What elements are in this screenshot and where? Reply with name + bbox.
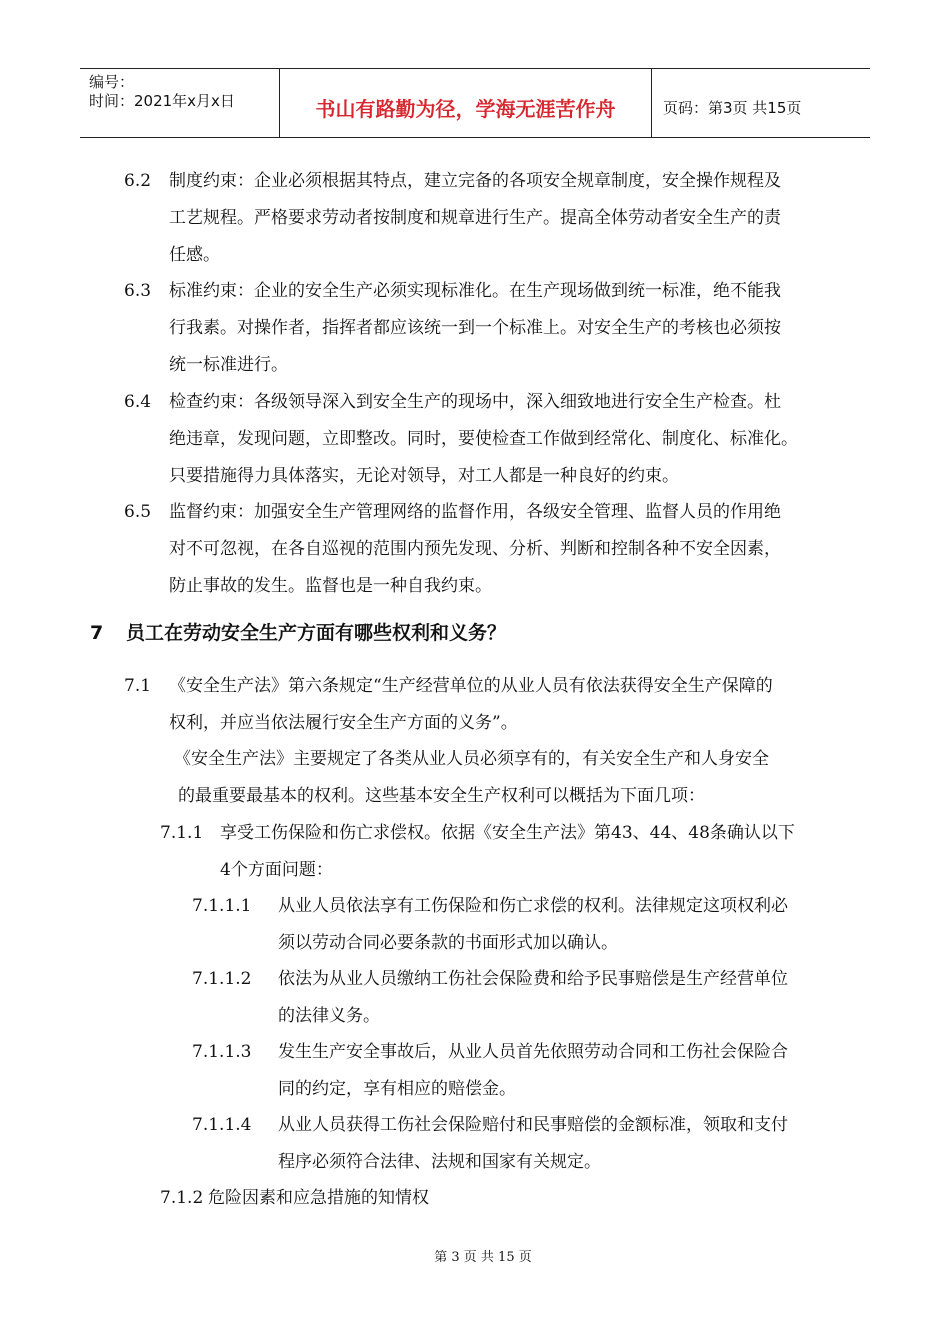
para-line: 的法律义务。 [278,1006,380,1026]
para-line: 只要措施得力具体落实，无论对领导，对工人都是一种良好的约束。 [169,466,679,486]
para-line: 的最重要最基本的权利。这些基本安全生产权利可以概括为下面几项： [178,786,705,806]
section-7-1-1-1 [192,888,788,962]
para-line: 享受工伤保险和伤亡求偿权。依据《安全生产法》第43、44、48条确认以下 [220,823,795,843]
section-7-heading [90,618,506,645]
para-line: 《安全生产法》主要规定了各类从业人员必须享有的，有关安全生产和人身安全 [174,749,769,769]
header-number-label: 编号： [89,73,135,91]
heading-title: 员工在劳动安全生产方面有哪些权利和义务？ [126,622,507,644]
section-number: 7.1.1.4 [192,1115,252,1135]
section-7-1-2 [160,1180,429,1217]
heading-number: 7 [90,622,104,644]
para-line: 从业人员获得工伤社会保险赔付和民事赔偿的金额标准，领取和支付 [278,1115,788,1135]
section-6-4 [124,384,798,495]
section-6-3 [124,273,781,384]
para-line: 4个方面问题： [220,860,333,880]
section-number: 7.1.1.2 [192,969,252,989]
para-line: 统一标准进行。 [169,355,288,375]
para-line: 权利，并应当依法履行安全生产方面的义务”。 [169,713,518,733]
para-line: 程序必须符合法律、法规和国家有关规定。 [278,1152,601,1172]
para-line: 制度约束：企业必须根据其特点，建立完备的各项安全规章制度，安全操作规程及 [169,171,781,191]
header-motto: 书山有路勤为径，学海无涯苦作舟 [280,69,652,137]
section-number: 7.1.1.3 [192,1042,252,1062]
section-6-5 [124,494,781,605]
para-line: 绝违章，发现问题，立即整改。同时，要使检查工作做到经常化、制度化、标准化。 [169,429,798,449]
para-line: 危险因素和应急措施的知情权 [208,1188,429,1208]
section-7-1-paragraph [174,741,769,815]
section-7-1 [124,668,773,742]
para-line: 依法为从业人员缴纳工伤社会保险费和给予民事赔偿是生产经营单位 [278,969,788,989]
header-page-info: 页码：第3页 共15页 [663,98,802,117]
section-number: 7.1.1 [160,823,204,843]
para-line: 防止事故的发生。监督也是一种自我约束。 [169,576,492,596]
section-number: 6.3 [124,281,152,301]
section-number: 7.1 [124,676,152,696]
section-7-1-1-2 [192,961,788,1035]
section-number: 7.1.1.1 [192,896,252,916]
section-7-1-1-4 [192,1107,788,1181]
section-number: 6.2 [124,171,152,191]
para-line: 发生生产安全事故后，从业人员首先依照劳动合同和工伤社会保险合 [278,1042,788,1062]
para-line: 标准约束：企业的安全生产必须实现标准化。在生产现场做到统一标准，绝不能我 [169,281,781,301]
section-7-1-1-3 [192,1034,788,1108]
para-line: 《安全生产法》第六条规定“生产经营单位的从业人员有依法获得安全生产保障的 [169,676,773,696]
para-line: 须以劳动合同必要条款的书面形式加以确认。 [278,933,618,953]
document-header [80,68,870,138]
section-number: 6.4 [124,392,152,412]
para-line: 监督约束：加强安全生产管理网络的监督作用，各级安全管理、监督人员的作用绝 [169,502,781,522]
section-number: 6.5 [124,502,152,522]
para-line: 从业人员依法享有工伤保险和伤亡求偿的权利。法律规定这项权利必 [278,896,788,916]
para-line: 行我素。对操作者，指挥者都应该统一到一个标准上。对安全生产的考核也必须按 [169,318,781,338]
section-number: 7.1.2 [160,1188,204,1208]
header-meta [80,69,280,137]
header-date: 时间：2021年x月x日 [89,92,235,110]
para-line: 对不可忽视，在各自巡视的范围内预先发现、分析、判断和控制各种不安全因素， [169,539,781,559]
para-line: 同的约定，享有相应的赔偿金。 [278,1079,516,1099]
para-line: 工艺规程。严格要求劳动者按制度和规章进行生产。提高全体劳动者安全生产的责 [169,208,781,228]
section-7-1-1 [160,815,795,889]
para-line: 任感。 [169,245,220,265]
page-footer: 第 3 页 共 15 页 [434,1250,532,1265]
section-6-2 [124,163,781,274]
para-line: 检查约束：各级领导深入到安全生产的现场中，深入细致地进行安全生产检查。杜 [169,392,781,412]
